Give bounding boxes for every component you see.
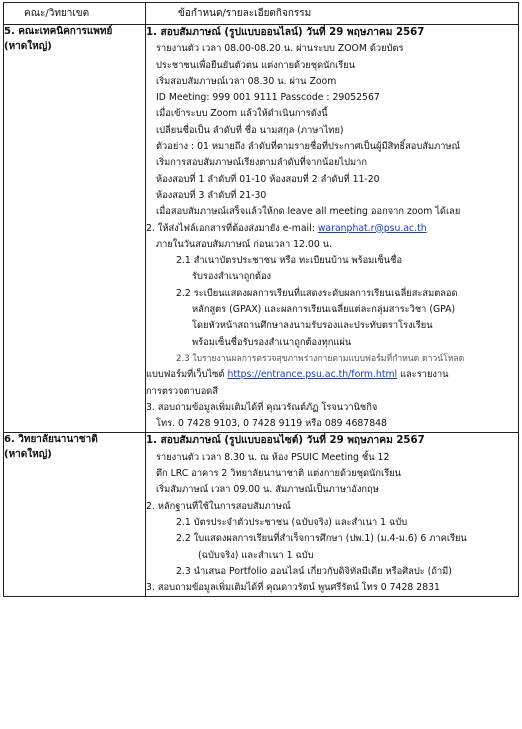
detail-line [146, 286, 518, 302]
detail-text: เมื่อสอบสัมภาษณ์เสร็จแล้วให้กด leave all meeting ออกจาก zoom ได้เลย [156, 206, 461, 218]
faculty-cell [4, 25, 146, 433]
link[interactable]: waranphat.r@psu.ac.th [317, 222, 427, 234]
detail-line [146, 188, 518, 204]
detail-text: การตรวจตาบอดสี [146, 385, 218, 397]
detail-text-after: และรายงาน [397, 369, 449, 381]
header-faculty: คณะ/วิทยาเขต [4, 3, 146, 25]
details-cell [146, 25, 519, 433]
table-row [4, 433, 519, 597]
table-header-row [4, 3, 519, 25]
detail-line [146, 302, 518, 318]
header-details: ข้อกำหนด/รายละเอียดกิจกรรม [146, 3, 519, 25]
detail-line [146, 123, 518, 139]
detail-line [146, 499, 518, 515]
detail-text: 2.2 ระเบียนแสดงผลการเรียนที่แสดงระดับผลการเรียนเฉลี่ยสะสมตลอด [176, 287, 458, 299]
detail-line [146, 106, 518, 122]
detail-text: 1. สอบสัมภาษณ์ (รูปแบบออนไซต์) วันที่ 29 พฤษภาคม 2567 [146, 435, 425, 447]
detail-line [146, 139, 518, 155]
detail-line [146, 74, 518, 90]
detail-text: แบบฟอร์มที่เว็บไซต์ [146, 369, 228, 381]
detail-line [146, 515, 518, 531]
detail-text: 3. สอบถามข้อมูลเพิ่มเติมได้ที่ คุณดาวรัตน์ พูนศรีรัตน์ โทร 0 7428 2831 [146, 582, 440, 594]
detail-text: รายงานตัว เวลา 8.30 น. ณ ห้อง PSUIC Meeting ชั้น 12 [156, 451, 390, 463]
detail-text: 2.2 ใบแสดงผลการเรียนที่สำเร็จการศึกษา (ปพ.1) (ม.4-ม.6) 6 ภาคเรียน [176, 533, 467, 545]
detail-line [146, 531, 518, 547]
detail-line [146, 416, 518, 432]
faculty-name: 5. คณะเทคนิคการแพทย์ [4, 26, 113, 37]
detail-text: ห้องสอบที่ 1 ลำดับที่ 01-10 ห้องสอบที่ 2 ลำดับที่ 11-20 [156, 173, 380, 185]
faculty-cell [4, 433, 146, 597]
detail-line [146, 172, 518, 188]
detail-line [146, 90, 518, 106]
detail-line [146, 204, 518, 220]
detail-text: 2. ให้ส่งไฟล์เอกสารที่ต้องส่งมายัง e-mail: [146, 222, 318, 234]
detail-line [146, 564, 518, 580]
detail-text: พร้อมเซ็นชื่อรับรองสำเนาถูกต้องทุกแผ่น [192, 336, 352, 348]
faculty-campus: (หาดใหญ่) [4, 448, 52, 460]
detail-line [146, 466, 518, 482]
detail-line [146, 450, 518, 466]
detail-line [146, 433, 518, 449]
detail-text: 1. สอบสัมภาษณ์ (รูปแบบออนไลน์) วันที่ 29 พฤษภาคม 2567 [146, 27, 425, 38]
detail-text: เริ่มสอบสัมภาษณ์เวลา 08.30 น. ผ่าน Zoom [156, 75, 337, 87]
detail-text: ตัวอย่าง : 01 หมายถึง ลำดับที่ตามรายชื่อที่ประกาศเป็นผู้มีสิทธิ์สอบสัมภาษณ์ [156, 141, 461, 153]
detail-text: 2.1 สำเนาบัตรประชาชน หรือ ทะเบียนบ้าน พร้อมเซ็นชื่อ [176, 255, 403, 267]
detail-text: ภายในวันสอบสัมภาษณ์ ก่อนเวลา 12.00 น. [156, 238, 333, 250]
detail-line [146, 482, 518, 498]
detail-text: เริ่มการสอบสัมภาษณ์เรียงตามลำดับที่จากน้อยไปมาก [156, 157, 367, 169]
detail-line [146, 384, 518, 400]
detail-text: เปลี่ยนชื่อเป็น ลำดับที่ ชื่อ นามสกุล (ภาษาไทย) [156, 124, 344, 136]
detail-text: เริ่มสัมภาษณ์ เวลา 09.00 น. สัมภาษณ์เป็นภาษาอังกฤษ [156, 484, 379, 496]
detail-line [146, 221, 518, 237]
faculty-name: 6. วิทยาลัยนานาชาติ [4, 434, 98, 446]
detail-text: 2.1 บัตรประจำตัวประชาชน (ฉบับจริง) และสำเนา 1 ฉบับ [176, 516, 408, 528]
detail-text: รับรองสำเนาถูกต้อง [192, 271, 272, 283]
detail-line [146, 25, 518, 41]
detail-text: เมื่อเข้าระบบ Zoom แล้วให้ดำเนินการดังนี้ [156, 108, 328, 120]
detail-line [146, 237, 518, 253]
detail-text: 2.3 นำเสนอ Portfolio ออนไลน์ เกี่ยวกับดิจิทัลมีเดีย หรือศิลปะ (ถ้ามี) [176, 565, 452, 577]
detail-text: 2. หลักฐานที่ใช้ในการสอบสัมภาษณ์ [146, 500, 291, 512]
schedule-table [3, 2, 519, 597]
table-row [4, 25, 519, 433]
detail-text: 2.3 ใบรายงานผลการตรวจสุขภาพร่างกายตามแบบฟอร์มที่กำหนด ดาวน์โหลด [176, 353, 465, 364]
detail-text: ID Meeting: 999 001 9111 Passcode : 29052567 [156, 92, 380, 104]
detail-text: 3. สอบถามข้อมูลเพิ่มเติมได้ที่ คุณวรัณต์ภัฏ โรจนวานิชกิจ [146, 401, 378, 413]
detail-line [146, 548, 518, 564]
detail-line [146, 269, 518, 285]
detail-line [146, 253, 518, 269]
detail-text: ตึก LRC อาคาร 2 วิทยาลัยนานาชาติ แต่งกายด้วยชุดนักเรียน [156, 468, 402, 480]
detail-text: ห้องสอบที่ 3 ลำดับที่ 21-30 [156, 189, 267, 201]
detail-line [146, 41, 518, 57]
detail-line [146, 155, 518, 171]
detail-text: รายงานตัว เวลา 08.00-08.20 น. ผ่านระบบ ZOOM ด้วยบัตร [156, 43, 404, 55]
detail-line [146, 58, 518, 74]
detail-line [146, 580, 518, 596]
detail-line [146, 400, 518, 416]
detail-text: โทร. 0 7428 9103, 0 7428 9119 หรือ 089 4687848 [156, 418, 387, 430]
detail-text: (ฉบับจริง) และสำเนา 1 ฉบับ [198, 549, 314, 561]
faculty-campus: (หาดใหญ่) [4, 40, 52, 52]
detail-line [146, 367, 518, 383]
detail-text: หลักสูตร (GPAX) และผลการเรียนเฉลี่ยแต่ละกลุ่มสาระวิชา (GPA) [192, 304, 456, 316]
detail-text: โดยหัวหน้าสถานศึกษาลงนามรับรองและประทับตราโรงเรียน [192, 320, 433, 332]
detail-line [146, 351, 518, 367]
detail-line [146, 335, 518, 351]
detail-text: ประชาชนเพื่อยืนยันตัวตน แต่งกายด้วยชุดนักเรียน [156, 59, 356, 71]
details-cell [146, 433, 519, 597]
detail-line [146, 318, 518, 334]
link[interactable]: https://entrance.psu.ac.th/form.html [227, 369, 398, 381]
